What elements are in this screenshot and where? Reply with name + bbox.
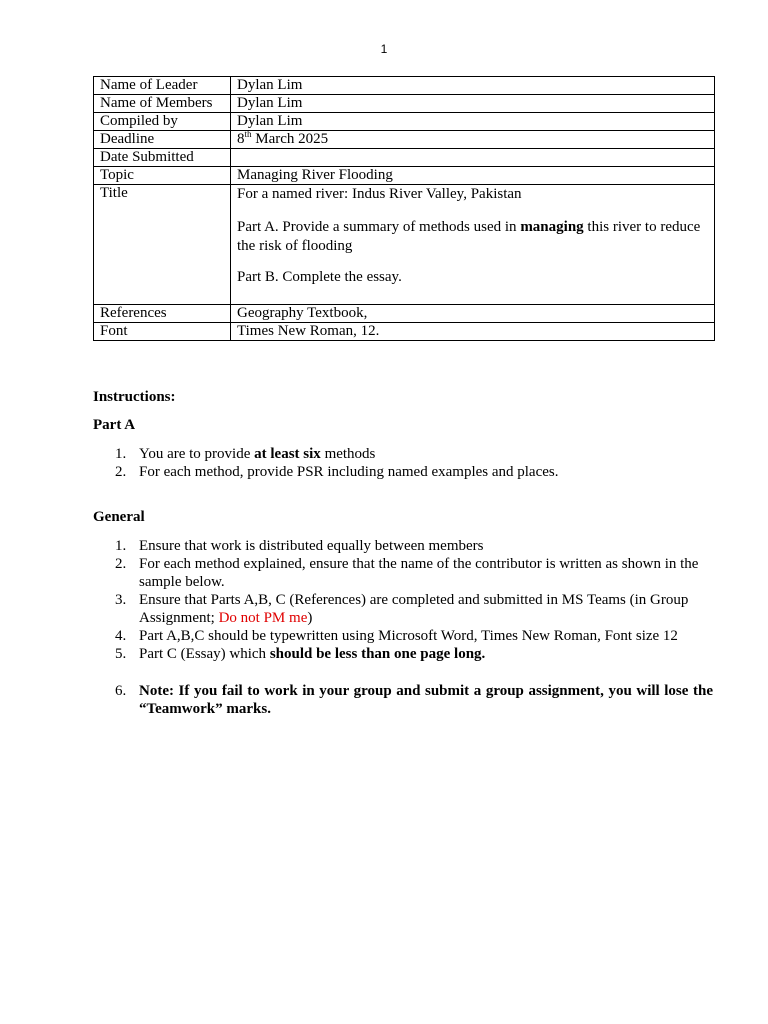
font-label: Font [94,323,231,341]
deadline-value [231,131,715,149]
table-row [94,95,715,113]
assignment-info-table [93,76,715,341]
date-submitted-label: Date Submitted [94,149,231,167]
list-item: 3. Ensure that Parts A,B, C (References) are completed and submitted in MS Teams (in Group Assignment; Do not PM me) [115,592,689,626]
references-label: References [94,305,231,323]
note-item: 6. Note: If you fail to work in your group and submit a group assignment, you will lose the “Teamwork” marks. [115,683,713,717]
part-a-heading: Part A [93,417,136,433]
general-list [93,537,713,718]
deadline-suffix: th [244,129,252,139]
topic-value: Managing River Flooding [231,167,715,185]
compiled-by-label: Compiled by [94,113,231,131]
leader-label: Name of Leader [94,77,231,95]
general-heading: General [93,509,145,525]
list-item: 1. Ensure that work is distributed equally between members [115,538,484,554]
references-value: Geography Textbook, [231,305,715,323]
list-item: 1. You are to provide at least six methods [115,446,376,462]
date-submitted-value [231,149,715,167]
list-item: 5. Part C (Essay) which should be less than one page long. [115,646,486,662]
title-value [231,185,715,305]
table-row [94,131,715,149]
members-value: Dylan Lim [231,95,715,113]
members-label: Name of Members [94,95,231,113]
table-row [94,305,715,323]
part-b-description: Part B. Complete the essay. [237,269,402,285]
part-a-list [93,445,713,481]
deadline-label: Deadline [94,131,231,149]
part-a-description: Part A. Provide a summary of methods used in managing this river to reduce the risk of flooding [237,219,701,254]
instructions-heading: Instructions: [93,389,176,405]
table-row [94,167,715,185]
table-row [94,323,715,341]
warning-text: Do not PM me [218,610,308,626]
deadline-day: 8 [237,131,245,147]
table-row [94,185,715,305]
deadline-month-year: March 2025 [251,131,329,147]
font-value: Times New Roman, 12. [231,323,715,341]
page-number: 1 [380,42,388,56]
leader-value: Dylan Lim [231,77,715,95]
table-row [94,77,715,95]
table-row [94,113,715,131]
title-label: Title [94,185,231,305]
table-row [94,149,715,167]
list-item: 2. For each method, provide PSR including named examples and places. [115,464,559,480]
topic-label: Topic [94,167,231,185]
title-line: For a named river: Indus River Valley, Pakistan [237,186,522,202]
list-item: 2. For each method explained, ensure that the name of the contributor is written as shown in the sample below. [115,556,699,590]
compiled-by-value: Dylan Lim [231,113,715,131]
list-item: 4. Part A,B,C should be typewritten using Microsoft Word, Times New Roman, Font size 12 [115,628,678,644]
